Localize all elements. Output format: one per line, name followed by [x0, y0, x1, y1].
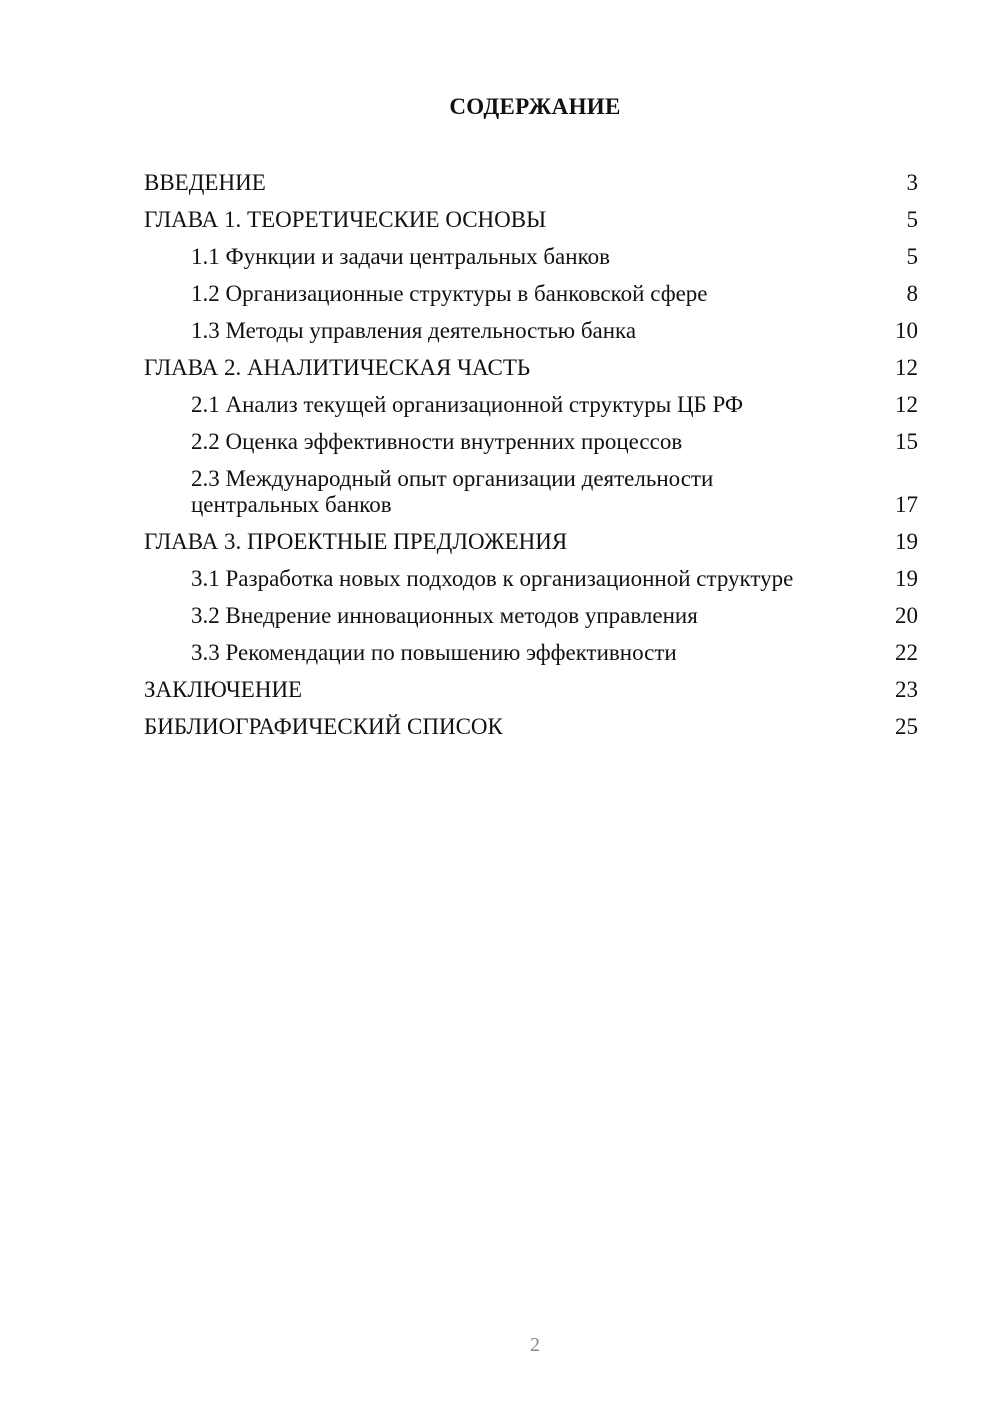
toc-entry-chapter-2: [144, 355, 920, 381]
toc-entry-text: БИБЛИОГРАФИЧЕСКИЙ СПИСОК: [144, 714, 503, 739]
toc-entry-section-3-1: [144, 566, 920, 592]
toc-entry-text: 1.1 Функции и задачи центральных банков: [191, 244, 610, 269]
toc-entry-text: 3.2 Внедрение инновационных методов управления: [191, 603, 698, 628]
toc-entry-page: 12: [895, 355, 918, 380]
toc-entry-page: 15: [895, 429, 918, 454]
toc-entry-text: 1.3 Методы управления деятельностью банка: [191, 318, 637, 343]
toc-entry-page: 20: [895, 603, 918, 628]
toc-entry-section-3-3: [144, 640, 920, 666]
toc-entry-section-1-1: [144, 244, 920, 270]
toc-entry-page: 10: [895, 318, 918, 343]
toc-entry-page: 23: [895, 677, 918, 702]
toc-entry-chapter-1: [144, 207, 920, 233]
toc-entry-section-3-2: [144, 603, 920, 629]
toc-entry-text: 3.1 Разработка новых подходов к организационной структуре: [191, 566, 794, 591]
toc-entry-page: 19: [895, 529, 918, 554]
toc-entry-page: 8: [906, 281, 918, 306]
toc-entry-section-1-3: [144, 318, 920, 344]
toc-entry-text: ВВЕДЕНИЕ: [144, 170, 266, 195]
toc-entry-text: ГЛАВА 2. АНАЛИТИЧЕСКАЯ ЧАСТЬ: [144, 355, 531, 380]
toc-entry-page: 5: [906, 244, 918, 269]
toc-entry-chapter-3: [144, 529, 920, 555]
toc-entry-text: ГЛАВА 1. ТЕОРЕТИЧЕСКИЕ ОСНОВЫ: [144, 207, 547, 232]
toc-entry-page: 17: [895, 492, 918, 517]
toc-entry-text: 2.3 Международный опыт организации деятельности центральных банков: [191, 466, 714, 517]
toc-entry-section-2-1: [144, 392, 920, 418]
toc-entry-text: 1.2 Организационные структуры в банковской сфере: [191, 281, 708, 306]
toc-entry-text: 2.2 Оценка эффективности внутренних процессов: [191, 429, 683, 454]
toc-entry-text: 2.1 Анализ текущей организационной структуры ЦБ РФ: [191, 392, 744, 417]
toc-entry-section-1-2: [144, 281, 920, 307]
toc-entry-page: 5: [906, 207, 918, 232]
toc-entry-page: 19: [895, 566, 918, 591]
toc-entry-introduction: [144, 170, 920, 196]
toc-entry-page: 22: [895, 640, 918, 665]
toc-entry-page: 25: [895, 714, 918, 739]
toc-entry-section-2-2: [144, 429, 920, 455]
table-of-contents: [144, 170, 920, 751]
toc-entry-page: 12: [895, 392, 918, 417]
toc-entry-section-2-3: [144, 466, 920, 518]
toc-entry-page: 3: [906, 170, 918, 195]
page-number: 2: [530, 1334, 540, 1356]
toc-entry-text: ГЛАВА 3. ПРОЕКТНЫЕ ПРЕДЛОЖЕНИЯ: [144, 529, 568, 554]
toc-title: СОДЕРЖАНИЕ: [449, 94, 621, 119]
toc-entry-text: 3.3 Рекомендации по повышению эффективности: [191, 640, 677, 665]
toc-entry-text: ЗАКЛЮЧЕНИЕ: [144, 677, 303, 702]
toc-entry-bibliography: [144, 714, 920, 740]
toc-entry-conclusion: [144, 677, 920, 703]
